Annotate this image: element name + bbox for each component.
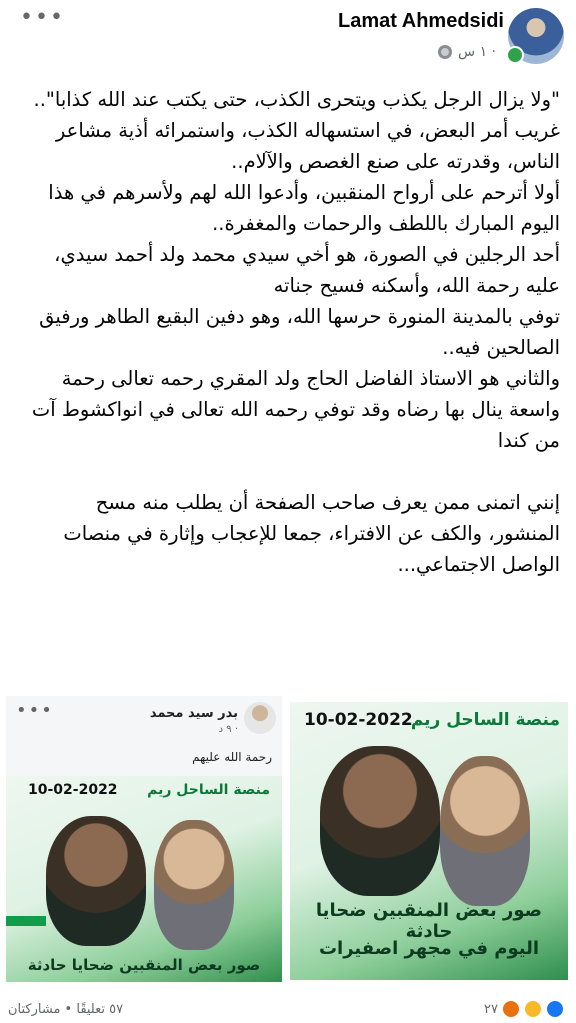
online-status-icon bbox=[506, 46, 524, 64]
shared-author-avatar bbox=[244, 702, 276, 734]
angry-reaction-icon bbox=[502, 1000, 520, 1018]
shared-post-text: رحمة الله عليهم bbox=[192, 750, 272, 764]
poster-caption-line1: صور بعض المنقبين ضحايا حادثة bbox=[315, 900, 543, 942]
poster-image[interactable] bbox=[290, 702, 568, 980]
post-paragraph: أولا أترحم على أرواح المنقبين، وأدعوا الله لهم ولأسرهم في هذا اليوم المبارك باللطف والرحمات والمغفرة.. bbox=[48, 181, 560, 235]
post-meta bbox=[438, 44, 496, 60]
person-photo bbox=[320, 746, 440, 896]
post-time[interactable]: ١ س · bbox=[458, 44, 496, 60]
post-paragraph: إنني اتمنى ممن يعرف صاحب الصفحة أن يطلب منه مسح المنشور، والكف عن الافتراء، جمعا للإعجاب وإثارة في منصات الواصل الاجتماعي... bbox=[63, 491, 560, 576]
shared-author-name: بدر سيد محمد bbox=[149, 706, 238, 721]
person-photo bbox=[154, 820, 234, 950]
like-reaction-icon bbox=[546, 1000, 564, 1018]
post-paragraph: توفي بالمدينة المنورة حرسها الله، وهو دفين البقيع الطاهر ورفيق الصالحين فيه.. bbox=[39, 305, 560, 359]
shared-post-image[interactable] bbox=[6, 696, 282, 982]
reaction-count: ٢٧ bbox=[484, 1001, 498, 1017]
comments-shares-count[interactable]: ٥٧ تعليقًا • مشاركتان bbox=[8, 1002, 124, 1017]
card-date: 10-02-2022 bbox=[304, 710, 413, 730]
paragraph-gap bbox=[20, 456, 560, 487]
card-brand: منصة الساحل ريم bbox=[147, 782, 270, 798]
globe-icon bbox=[438, 45, 452, 59]
person-photo bbox=[440, 756, 530, 906]
post-header bbox=[0, 0, 576, 78]
post-paragraph: والثاني هو الاستاذ الفاضل الحاج ولد المقري رحمه تعالى رحمة واسعة ينال بها رضاه وقد توفي رحمه الله تعالى في انواكشوط آت من كندا bbox=[31, 367, 560, 452]
shared-card bbox=[6, 776, 282, 982]
shared-post-header bbox=[6, 696, 282, 776]
reactions-summary[interactable] bbox=[484, 1000, 564, 1018]
post-body bbox=[20, 84, 560, 580]
shared-post-time: ٩ د · bbox=[218, 724, 238, 735]
person-photo bbox=[46, 816, 146, 946]
card-date: 10-02-2022 bbox=[28, 782, 118, 798]
post-paragraph: أحد الرجلين في الصورة، هو أخي سيدي محمد ولد أحمد سيدي، عليه رحمة الله، وأسكنه فسيح جناته bbox=[54, 243, 560, 297]
card-caption: صور بعض المنقبين ضحايا حادثة bbox=[27, 956, 261, 974]
shared-more-icon: ••• bbox=[16, 700, 54, 721]
more-options-button[interactable]: ••• bbox=[20, 5, 65, 30]
post-paragraph: "ولا يزال الرجل يكذب ويتحرى الكذب، حتى يكتب عند الله كذابا".. bbox=[33, 88, 560, 111]
card-brand: منصة الساحل ريم bbox=[410, 710, 560, 730]
post-footer bbox=[0, 998, 576, 1023]
post-images bbox=[0, 696, 576, 986]
sad-reaction-icon bbox=[524, 1000, 542, 1018]
flag-icon bbox=[6, 916, 46, 926]
poster-caption-line2: اليوم في مجهر اصفيرات bbox=[318, 938, 540, 959]
post-paragraph: غريب أمر البعض، في استسهاله الكذب، واستمرائه أذية مشاعر الناس، وقدرته على صنع الغصص والآلام.. bbox=[55, 119, 560, 173]
post-author-name[interactable]: Lamat Ahmedsidi bbox=[338, 10, 504, 32]
